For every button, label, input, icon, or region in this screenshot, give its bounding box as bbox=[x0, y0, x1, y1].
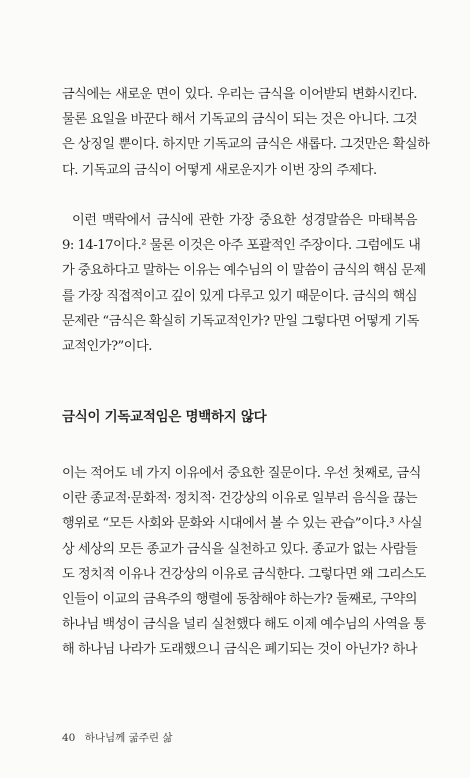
text-line: 를 가장 직접적이고 깊이 있게 다루고 있기 때문이다. 금식의 핵심 bbox=[62, 288, 418, 304]
paragraph-1 bbox=[62, 82, 430, 183]
text-line: 상 세상의 모든 종교가 금식을 실천하고 있다. 종교가 없는 사람들 bbox=[62, 541, 418, 557]
text-line: 다. 기독교의 금식이 어떻게 새로운지가 이번 장의 주제다. bbox=[62, 162, 377, 178]
page-footer bbox=[62, 730, 173, 745]
section-heading: 금식이 기독교적임은 명백하지 않다 bbox=[62, 409, 267, 425]
page-number: 40 bbox=[62, 732, 76, 744]
text-line: 해 하나님 나라가 도래했으니 금식은 폐기되는 것이 아닌가? 하나 bbox=[62, 642, 417, 658]
text-line: 행위로 “모든 사회와 문화와 시대에서 볼 수 있는 관습”이다.³ 사실 bbox=[62, 516, 423, 532]
text-line: 도 정치적 이유나 건강상의 이유로 금식한다. 그렇다면 왜 그리스도 bbox=[62, 566, 426, 582]
text-line: 하나님 백성이 금식을 널리 실천했다 해도 이제 예수님의 사역을 통 bbox=[62, 617, 426, 633]
text-line: 금식에는 새로운 면이 있다. 우리는 금식을 이어받되 변화시킨다. bbox=[62, 87, 417, 102]
text-line: 인들이 이교의 금욕주의 행렬에 동참해야 하는가? 둘째로, 구약의 bbox=[62, 591, 417, 607]
running-title: 하나님께 굶주린 삶 bbox=[84, 732, 173, 744]
paragraph-2 bbox=[62, 208, 426, 359]
text-line: 9: 14-17이다.² 물론 이것은 아주 포괄적인 주장이다. 그럼에도 내 bbox=[62, 238, 421, 254]
text-line: 교적인가?”이다. bbox=[62, 338, 152, 354]
text-line: 이란 종교적·문화적· 정치적· 건강상의 이유로 일부러 음식을 끊는 bbox=[62, 491, 418, 507]
paragraph-3 bbox=[62, 461, 426, 663]
text-line: 이는 적어도 네 가지 이유에서 중요한 질문이다. 우선 첫째로, 금식 bbox=[62, 466, 421, 481]
text-line: 문제란 “금식은 확실히 기독교적인가? 만일 그렇다면 어떻게 기독 bbox=[62, 313, 419, 329]
text-line: 물론 요일을 바꾼다 해서 기독교의 금식이 되는 것은 아니다. 그것 bbox=[62, 112, 418, 128]
text-line: 가 중요하다고 말하는 이유는 예수님의 이 말씀이 금식의 핵심 문제 bbox=[62, 263, 426, 279]
text-line: 이런 맥락에서 금식에 관한 가장 중요한 성경말씀은 마태복음 bbox=[72, 213, 417, 228]
text-line: 은 상징일 뿐이다. 하지만 기독교의 금식은 새롭다. 그것만은 확실하 bbox=[62, 137, 430, 153]
